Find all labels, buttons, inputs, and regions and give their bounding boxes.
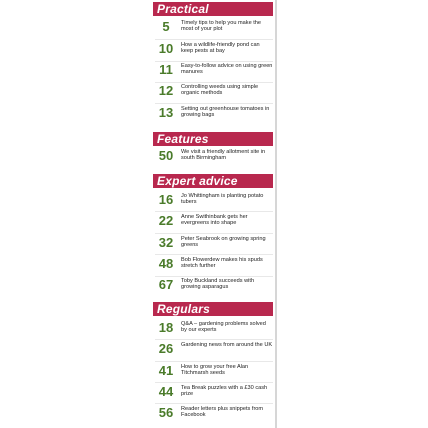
list-item[interactable]: [155, 148, 273, 168]
divider: [155, 361, 273, 362]
page-number: 44: [158, 384, 174, 399]
item-description: Q&A – gardening problems solved by our experts: [181, 321, 266, 334]
page-number: 26: [158, 341, 174, 356]
page-number: 48: [158, 256, 174, 271]
section-header-practical: Practical: [153, 2, 273, 16]
item-description: We visit a friendly allotment site in south Birmingham: [181, 149, 266, 162]
list-item[interactable]: [155, 19, 273, 39]
list-item[interactable]: [155, 320, 273, 340]
page-number: 11: [159, 62, 173, 77]
item-description: Easy-to-follow advice on using green manures: [181, 63, 273, 76]
section-header-expert-advice: Expert advice: [153, 174, 273, 188]
divider: [155, 211, 273, 212]
list-item[interactable]: [155, 235, 273, 255]
item-description: How to grow your free Alan Titchmarsh seeds: [181, 364, 249, 377]
list-item[interactable]: [155, 256, 273, 276]
item-description: Jo Whittingham is planting potato tubers: [181, 193, 264, 206]
list-item[interactable]: [155, 192, 273, 212]
list-item[interactable]: [155, 105, 273, 125]
divider: [155, 382, 273, 383]
item-description: Reader letters plus snippets from Facebook: [181, 406, 264, 419]
page-number: 10: [158, 41, 174, 56]
page-number: 56: [158, 405, 174, 420]
item-description: Toby Buckland succeeds with growing asparagus: [181, 278, 255, 291]
list-item[interactable]: [155, 363, 273, 383]
divider: [155, 403, 273, 404]
divider: [155, 254, 273, 255]
section-header-regulars: Regulars: [153, 302, 273, 316]
item-description: How a wildlife-friendly pond can keep pests at bay: [181, 42, 260, 55]
divider: [155, 39, 273, 40]
page-number: 16: [158, 192, 174, 207]
divider: [155, 339, 273, 340]
item-description: Timely tips to help you make the most of your plot: [181, 20, 262, 33]
page-number: 5: [162, 19, 170, 34]
list-item[interactable]: [155, 62, 273, 82]
list-item[interactable]: [155, 277, 273, 297]
divider: [155, 103, 273, 104]
list-item[interactable]: [155, 405, 273, 425]
page-number: 67: [158, 277, 174, 292]
item-description: Controlling weeds using simple organic methods: [181, 84, 259, 97]
item-description: Bob Flowerdew makes his spuds stretch further: [181, 257, 263, 270]
page-number: 12: [158, 83, 174, 98]
divider: [155, 233, 273, 234]
list-item[interactable]: [155, 341, 273, 361]
item-description: Peter Seabrook on growing spring greens: [181, 236, 266, 249]
item-description: Anne Swithinbank gets her evergreens into shape: [181, 214, 248, 227]
list-item[interactable]: [155, 83, 273, 103]
list-item[interactable]: [155, 41, 273, 61]
column-divider: [275, 0, 277, 428]
section-header-features: Features: [153, 132, 273, 146]
list-item[interactable]: [155, 213, 273, 233]
page-number: 41: [158, 363, 174, 378]
list-item[interactable]: [155, 384, 273, 404]
item-description: Gardening news from around the UK: [181, 342, 273, 348]
page-number: 22: [158, 213, 174, 228]
item-description: Setting out greenhouse tomatoes in growing bags: [181, 106, 270, 119]
page-number: 13: [158, 105, 174, 120]
page-number: 18: [158, 320, 174, 335]
page-number: 50: [158, 148, 174, 163]
item-description: Tea Break puzzles with a £30 cash prize: [181, 385, 268, 398]
page-number: 32: [158, 235, 174, 250]
